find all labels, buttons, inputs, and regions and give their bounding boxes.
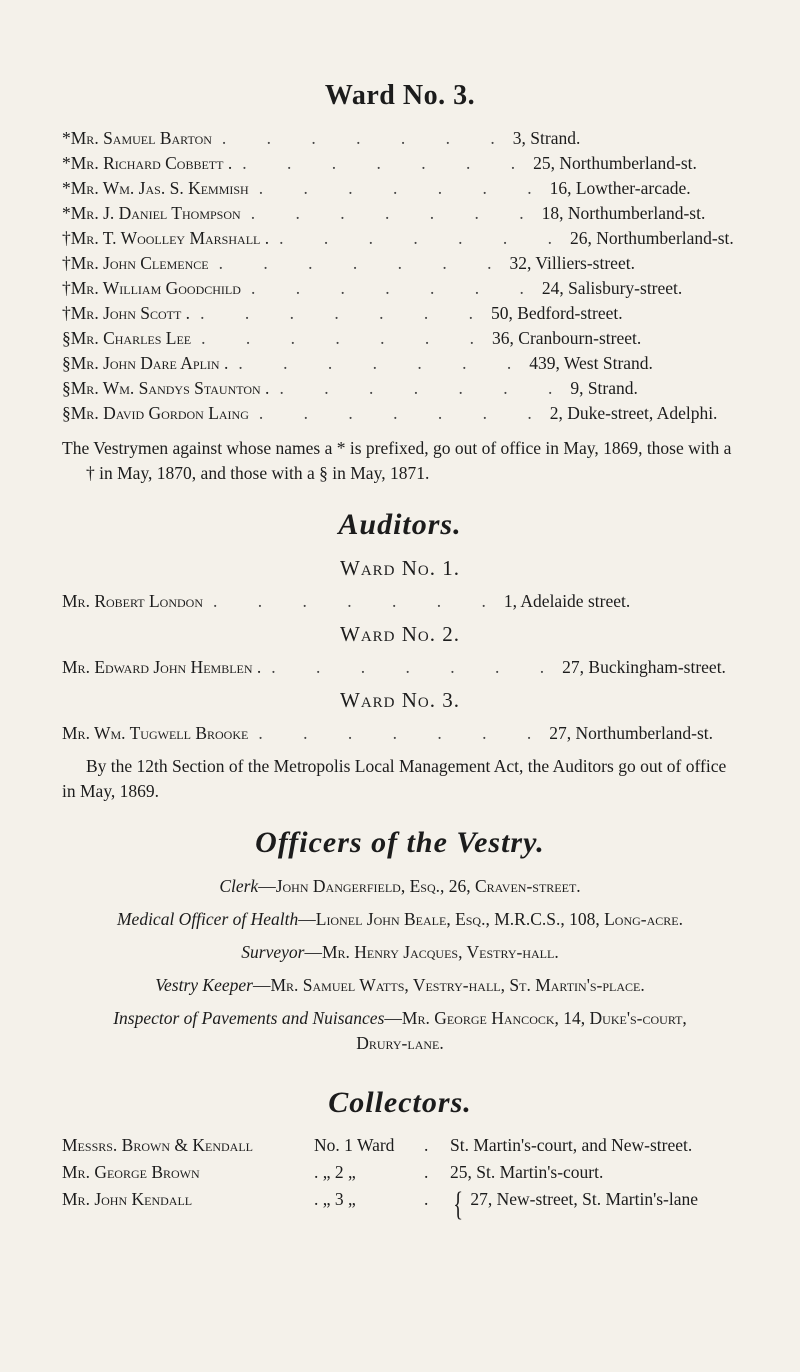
table-row (62, 1188, 738, 1222)
member-address: 24, Salisbury-street. (541, 278, 683, 298)
collector-ward: No. 1 Ward (314, 1135, 395, 1155)
collector-name: Mr. John Kendall (62, 1189, 193, 1209)
officer-details: —Mr. Samuel Watts, Vestry-hall, St. Martin's-place. (252, 975, 645, 995)
collector-name: Messrs. Brown & Kendall (62, 1135, 253, 1155)
auditor-name: Mr. Edward John Hemblen . (62, 657, 262, 677)
collector-dot: . (424, 1135, 429, 1155)
auditor-address: 27, Buckingham-street. (562, 657, 726, 677)
list-item: Mr. Robert London . . . . . . . 1, Adelaide street. (62, 589, 738, 614)
collectors-heading: Collectors. (328, 1086, 472, 1119)
list-item: *Mr. Samuel Barton . . . . . . . 3, Strand. (62, 126, 738, 151)
officer-details: —Mr. Henry Jacques, Vestry-hall. (304, 942, 559, 962)
collector-name: Mr. George Brown (62, 1162, 200, 1182)
table-row (62, 1134, 738, 1157)
officer-role: Medical Officer of Health (116, 909, 299, 929)
member-name: †Mr. John Clemence (62, 253, 209, 273)
list-item: †Mr. John Clemence . . . . . . . 32, Villiers-street. (62, 251, 738, 276)
officer-entry (62, 1006, 738, 1056)
list-item: §Mr. Wm. Sandys Staunton . . . . . . . . 9, Strand. (62, 376, 738, 401)
officer-details: —John Dangerfield, Esq., 26, Craven-street. (258, 876, 581, 896)
officer-entry (62, 973, 738, 998)
member-name: †Mr. William Goodchild (62, 278, 241, 298)
member-address: 16, Lowther-arcade. (549, 178, 691, 198)
list-item: *Mr. J. Daniel Thompson . . . . . . . 18, Northumberland-st. (62, 201, 738, 226)
officer-role: Clerk (219, 876, 259, 896)
list-item: †Mr. John Scott . . . . . . . . 50, Bedford-street. (62, 301, 738, 326)
officers-heading: Officers of the Vestry. (255, 826, 545, 859)
list-item: †Mr. William Goodchild . . . . . . . 24, Salisbury-street. (62, 276, 738, 301)
auditors-heading: Auditors. (338, 508, 462, 541)
auditors-note: By the 12th Section of the Metropolis Local Management Act, the Auditors go out of office in May, 1869. (62, 756, 727, 801)
auditor-ward-heading: Ward No. 3. (340, 688, 460, 712)
auditor-address: 27, Northumberland-st. (549, 723, 714, 743)
list-item: *Mr. Richard Cobbett . . . . . . . . 25, Northumberland-st. (62, 151, 738, 176)
officer-details: —Lionel John Beale, Esq., M.R.C.S., 108, Long-acre. (298, 909, 684, 929)
officer-entry (62, 907, 738, 932)
auditor-address: 1, Adelaide street. (503, 591, 631, 611)
member-name: †Mr. T. Woolley Marshall . (62, 228, 270, 248)
member-name: §Mr. David Gordon Laing (62, 403, 249, 423)
collector-address-group (450, 1188, 738, 1222)
collector-address: St. Martin's-court, and New-street. (450, 1135, 693, 1155)
member-address: 439, West Strand. (529, 353, 653, 373)
list-item: †Mr. T. Woolley Marshall . . . . . . . . 26, Northumberland-st. (62, 226, 738, 251)
ward-3-heading: Ward No. 3. (324, 80, 476, 111)
member-name: §Mr. Wm. Sandys Staunton . (62, 378, 270, 398)
collectors-table (62, 1134, 738, 1222)
list-item: §Mr. John Dare Aplin . . . . . . . . 439, West Strand. (62, 351, 738, 376)
member-name: *Mr. Richard Cobbett . (62, 153, 233, 173)
list-item: Mr. Edward John Hemblen . . . . . . . . 27, Buckingham-street. (62, 655, 738, 680)
collector-ward: . „ 2 „ (314, 1162, 356, 1182)
table-row (62, 1161, 738, 1184)
member-address: 36, Cranbourn-street. (492, 328, 642, 348)
member-address: 18, Northumberland-st. (541, 203, 706, 223)
auditor-name: Mr. Robert London (62, 591, 203, 611)
officer-details: —Mr. George Hancock, 14, Duke's-court, Drury-lane. (356, 1008, 687, 1053)
member-name: †Mr. John Scott . (62, 303, 191, 323)
list-item: *Mr. Wm. Jas. S. Kemmish . . . . . . . 16, Lowther-arcade. (62, 176, 738, 201)
officer-role: Inspector of Pavements and Nuisances (113, 1008, 385, 1028)
member-address: 32, Villiers-street. (509, 253, 635, 273)
member-address: 25, Northumberland-st. (533, 153, 697, 173)
vestrymen-note: The Vestrymen against whose names a * is prefixed, go out of office in May, 1869, those with a † in May, 1870, and those with a § in May, 1871. (62, 438, 732, 483)
auditor-ward-heading: Ward No. 1. (340, 556, 460, 580)
member-name: *Mr. J. Daniel Thompson (62, 203, 241, 223)
member-address: 3, Strand. (512, 128, 581, 148)
collector-dot: . (424, 1162, 429, 1182)
ward-3-member-list (62, 126, 738, 426)
auditor-name: Mr. Wm. Tugwell Brooke (62, 723, 249, 743)
officer-role: Surveyor (241, 942, 305, 962)
collector-address: 27, New-street, St. Martin's-lane (470, 1189, 699, 1209)
officer-entry (62, 940, 738, 965)
brace-glyph: { (453, 1186, 464, 1223)
member-address: 2, Duke-street, Adelphi. (549, 403, 718, 423)
auditor-ward-heading: Ward No. 2. (340, 622, 460, 646)
member-address: 50, Bedford-street. (490, 303, 623, 323)
member-name: *Mr. Samuel Barton (62, 128, 212, 148)
list-item: §Mr. Charles Lee . . . . . . . 36, Cranbourn-street. (62, 326, 738, 351)
member-address: 26, Northumberland-st. (569, 228, 734, 248)
collector-address: 25, St. Martin's-court. (450, 1162, 604, 1182)
member-name: *Mr. Wm. Jas. S. Kemmish (62, 178, 249, 198)
list-item: §Mr. David Gordon Laing . . . . . . . 2, Duke-street, Adelphi. (62, 401, 738, 426)
member-address: 9, Strand. (570, 378, 638, 398)
officer-role: Vestry Keeper (155, 975, 253, 995)
list-item: Mr. Wm. Tugwell Brooke . . . . . . . 27, Northumberland-st. (62, 721, 738, 746)
officer-entry (62, 874, 738, 899)
member-name: §Mr. Charles Lee (62, 328, 192, 348)
collector-ward: . „ 3 „ (314, 1189, 356, 1209)
collector-dot: . (424, 1189, 429, 1209)
member-name: §Mr. John Dare Aplin . (62, 353, 229, 373)
